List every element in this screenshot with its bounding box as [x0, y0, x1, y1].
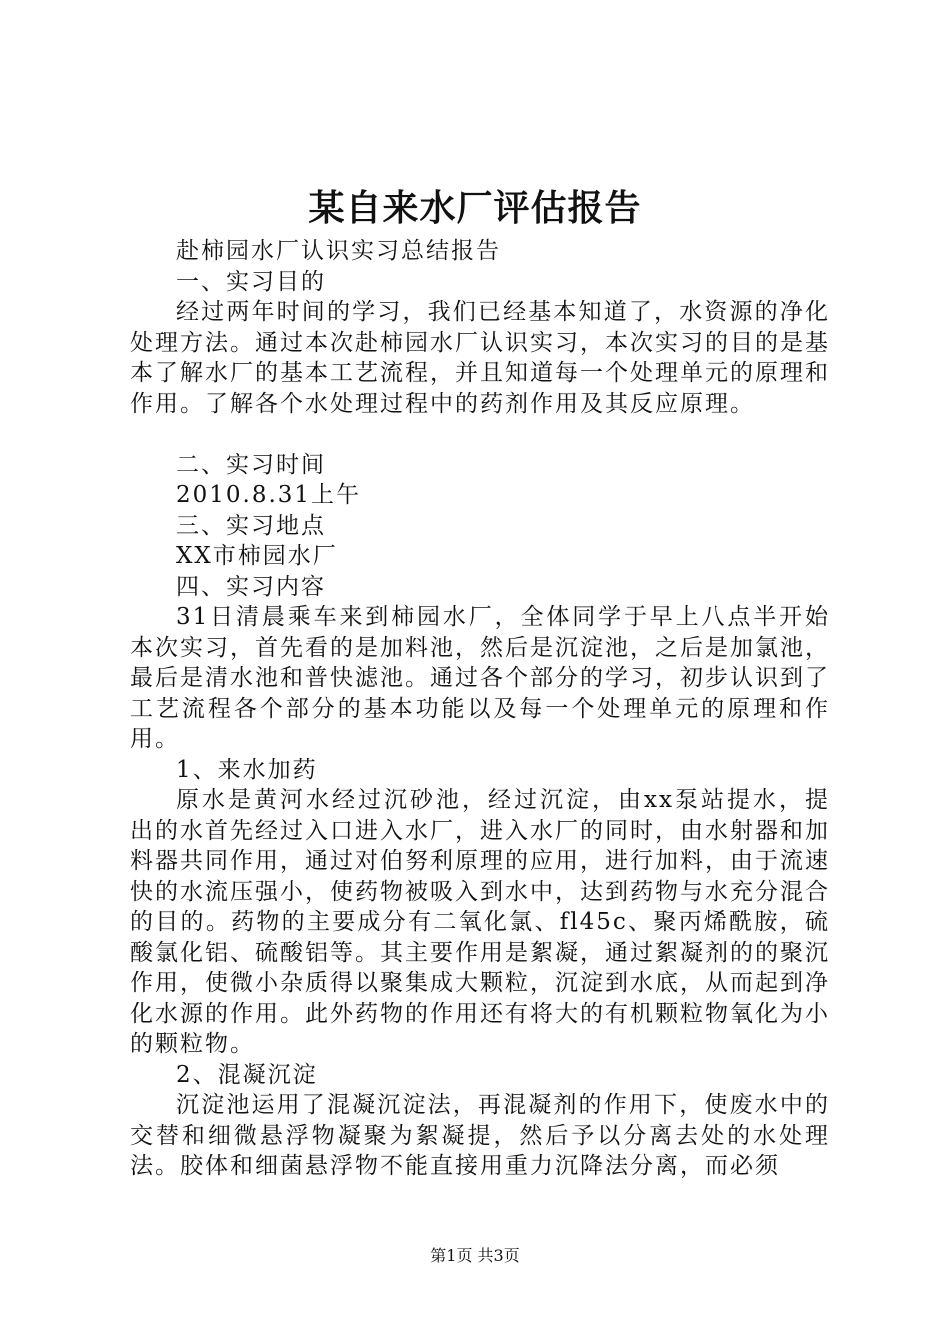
paragraph-location: XX市柿园水厂	[176, 543, 338, 569]
section-heading-time: 二、实习时间	[176, 451, 326, 478]
page-title: 某自来水厂评估报告	[308, 187, 642, 229]
blank-line	[130, 419, 830, 450]
subheading-dosing: 1、来水加药	[176, 756, 318, 783]
subheading-coagulation: 2、混凝沉淀	[176, 1061, 318, 1088]
section-heading-purpose: 一、实习目的	[176, 268, 326, 295]
paragraph-purpose: 经过两年时间的学习，我们已经基本知道了，水资源的净化处理方法。通过本次赴柿园水厂认识实习，本次实习的目的是基本了解水厂的基本工艺流程，并且知道每一个处理单元的原理和作用。了解各个水处理过程中的药剂作用及其反应原理。	[130, 299, 830, 417]
section-heading-location: 三、实习地点	[176, 512, 326, 539]
page-footer: 第1页 共3页	[430, 1246, 520, 1265]
section-heading-content: 四、实习内容	[176, 573, 326, 600]
paragraph-dosing: 原水是黄河水经过沉砂池，经过沉淀，由xx泵站提水，提出的水首先经过入口进入水厂，进入水厂的同时，由水射器和加料器共同作用，通过对伯努利原理的应用，进行加料，由于流速快的水流压强小，使药物被吸入到水中，达到药物与水充分混合的目的。药物的主要成分有二氧化氯、fl45c、聚丙烯酰胺，硫酸氯化铝、硫酸铝等。其主要作用是絮凝，通过絮凝剂的的聚沉作用，使微小杂质得以聚集成大颗粒，沉淀到水底，从而起到净化水源的作用。此外药物的作用还有将大的有机颗粒物氧化为小的颗粒物。	[130, 787, 830, 1057]
document-body	[130, 236, 830, 1182]
paragraph-coagulation: 沉淀池运用了混凝沉淀法，再混凝剂的作用下，使废水中的交替和细微悬浮物凝聚为絮凝提，然后予以分离去处的水处理法。胶体和细菌悬浮物不能直接用重力沉降法分离，而必须	[130, 1092, 830, 1179]
paragraph-time: 2010.8.31上午	[176, 482, 362, 508]
paragraph-content: 31日清晨乘车来到柿园水厂，全体同学于早上八点半开始本次实习，首先看的是加料池，然后是沉淀池，之后是加氯池，最后是清水池和普快滤池。通过各个部分的学习，初步认识到了工艺流程各个部分的基本功能以及每一个处理单元的原理和作用。	[130, 604, 830, 752]
report-subtitle: 赴柿园水厂认识实习总结报告	[176, 238, 501, 264]
